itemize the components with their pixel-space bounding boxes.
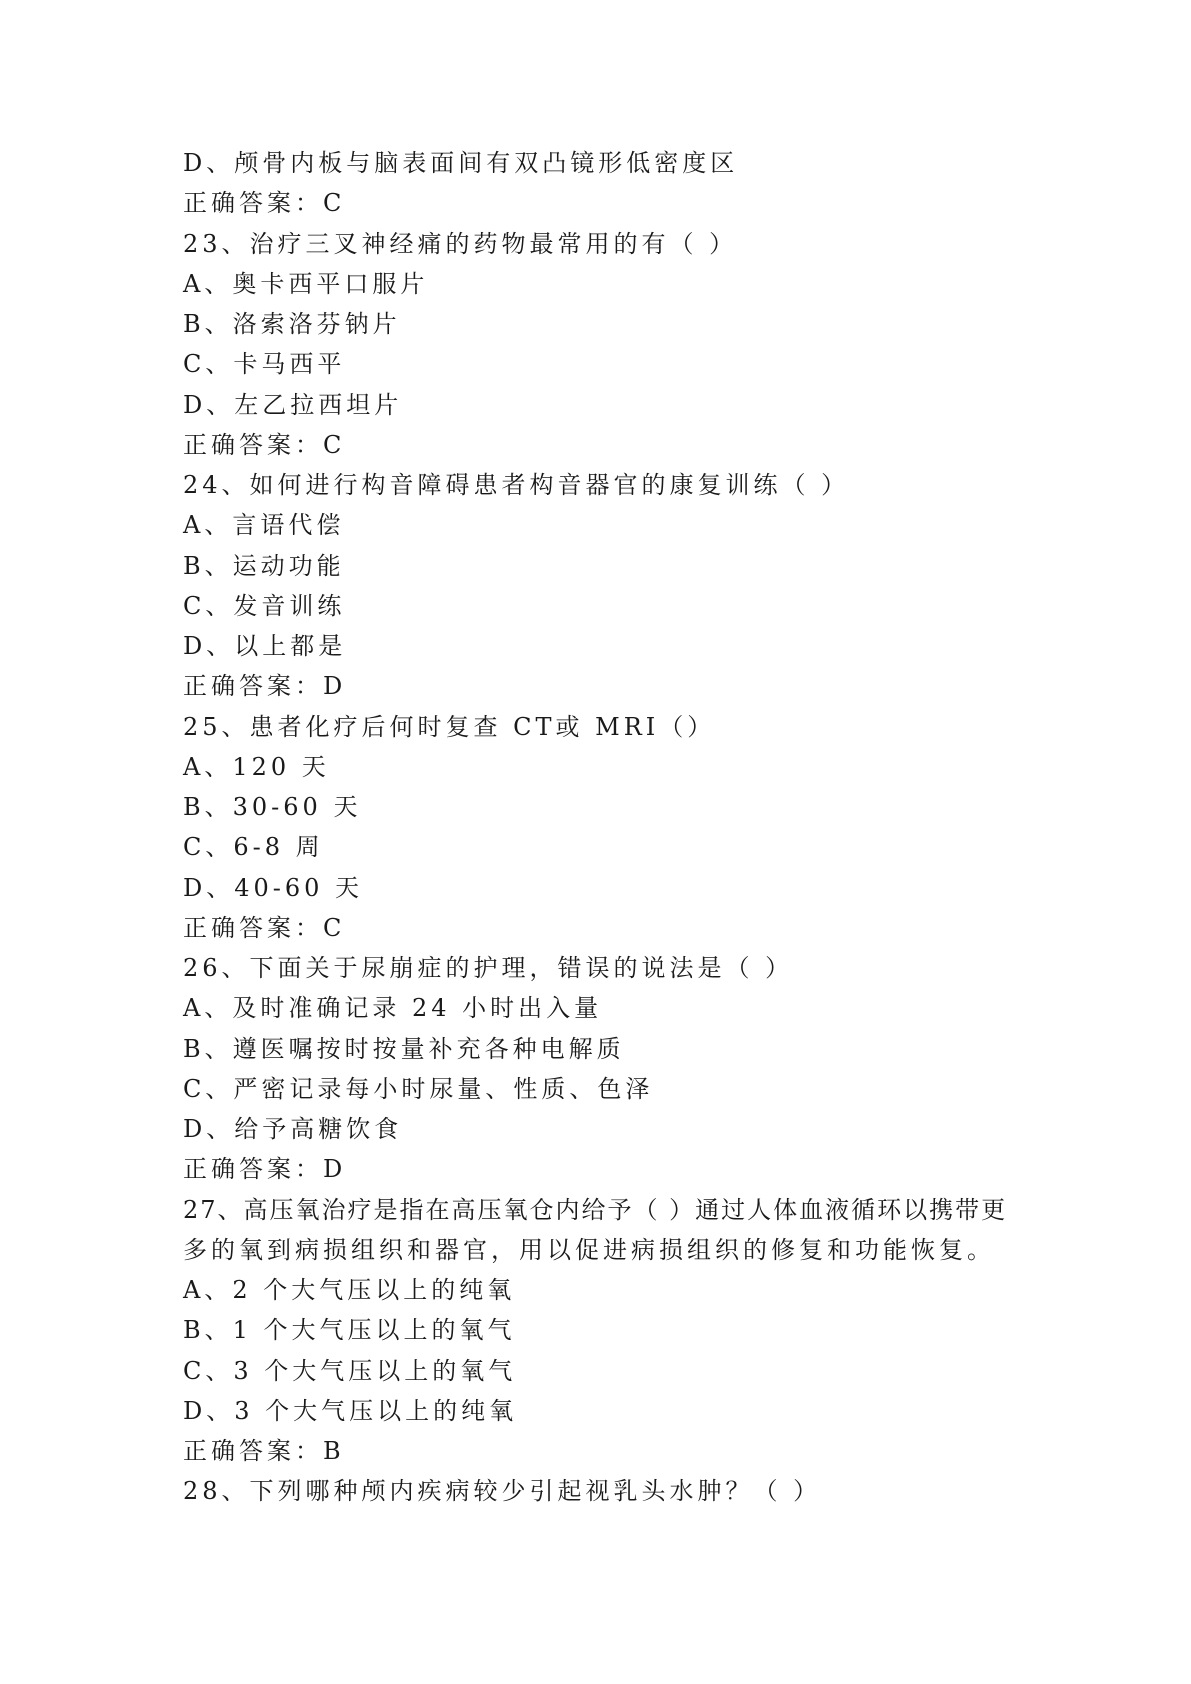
correct-answer: 正确答案：B <box>183 1437 345 1465</box>
option-c: C、严密记录每小时尿量、性质、色泽 <box>183 1074 654 1103</box>
option-b: B、运动功能 <box>183 551 345 580</box>
correct-answer: 正确答案：C <box>183 913 346 942</box>
option-c: C、卡马西平 <box>183 350 346 379</box>
option-a: A、120 天 <box>183 752 330 781</box>
option-d: D、左乙拉西坦片 <box>183 390 403 419</box>
question-25: 25、患者化疗后何时复查 CT或 MRI（） <box>183 712 716 741</box>
option-a: A、及时准确记录 24 小时出入量 <box>183 994 603 1023</box>
question-26: 26、下面关于尿崩症的护理，错误的说法是（ ） <box>183 954 794 982</box>
question-list <box>183 143 1023 1512</box>
option-a: A、奥卡西平口服片 <box>183 269 429 298</box>
option-d: D、40-60 天 <box>183 873 364 902</box>
option-d: D、3 个大气压以上的纯氧 <box>183 1396 518 1425</box>
correct-answer: 正确答案：C <box>183 430 346 459</box>
correct-answer: 正确答案：C <box>183 189 346 218</box>
option-a: A、言语代偿 <box>183 511 345 540</box>
option-b: B、30-60 天 <box>183 793 362 821</box>
question-27-continued: 多的氧到病损组织和器官，用以促进病损组织的修复和功能恢复。 <box>183 1235 995 1264</box>
option-b: B、遵医嘱按时按量补充各种电解质 <box>183 1034 625 1063</box>
option-c: C、6-8 周 <box>183 833 324 862</box>
option-b: B、洛索洛芬钠片 <box>183 310 401 338</box>
option-d: D、颅骨内板与脑表面间有双凸镜形低密度区 <box>183 149 739 177</box>
option-a: A、2 个大气压以上的纯氧 <box>183 1276 516 1304</box>
question-24: 24、如何进行构音障碍患者构音器官的康复训练（ ） <box>183 471 850 499</box>
option-b: B、1 个大气压以上的氧气 <box>183 1316 516 1345</box>
question-28: 28、下列哪种颅内疾病较少引起视乳头水肿？（ ） <box>183 1477 822 1506</box>
correct-answer: 正确答案：D <box>183 672 347 701</box>
question-23: 23、治疗三叉神经痛的药物最常用的有（ ） <box>183 229 738 258</box>
option-d: D、给予高糖饮食 <box>183 1115 403 1143</box>
option-c: C、3 个大气压以上的氧气 <box>183 1356 517 1385</box>
correct-answer: 正确答案：D <box>183 1155 347 1184</box>
option-d: D、以上都是 <box>183 632 347 660</box>
question-27: 27、高压氧治疗是指在高压氧仓内给予（ ）通过人体血液循环以携带更 <box>183 1195 1008 1224</box>
option-c: C、发音训练 <box>183 591 346 620</box>
